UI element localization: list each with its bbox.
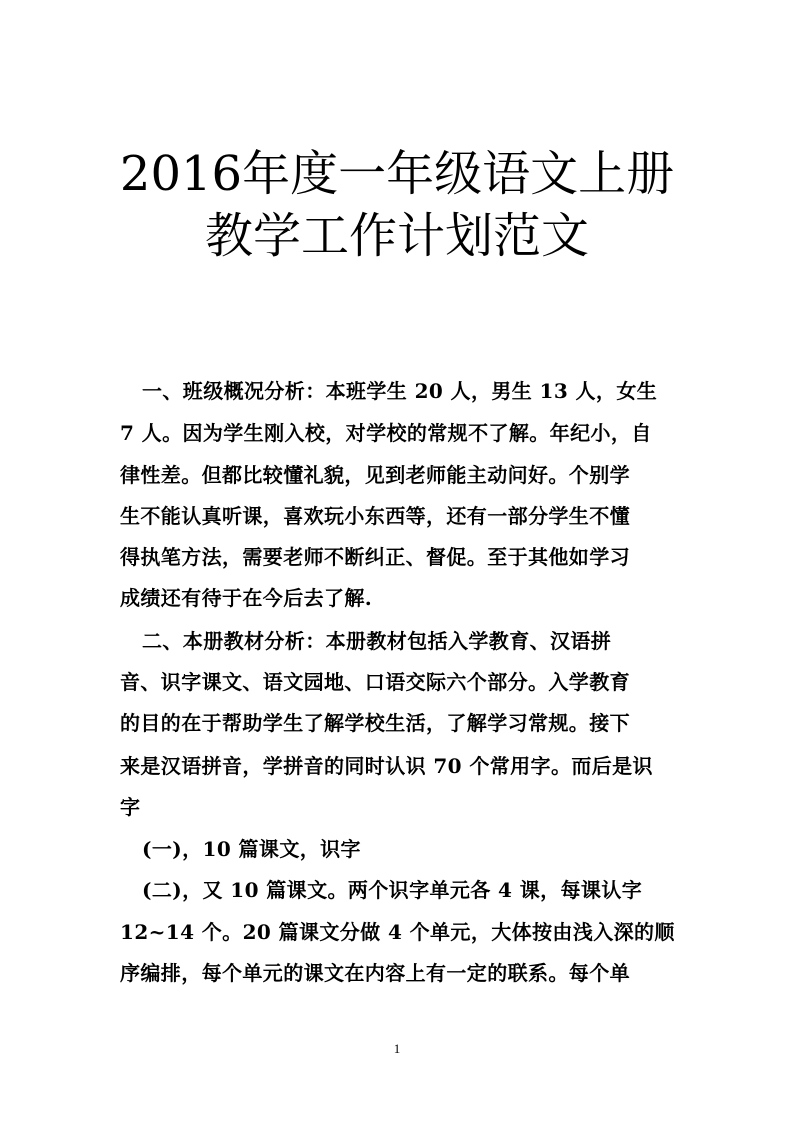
paragraph-line: (二)，又 10 篇课文。两个识字单元各 4 课，每课认字 [142,878,643,902]
paragraph-line: 二、本册教材分析：本册教材包括入学教育、汉语拼 [142,629,612,653]
paragraph-line: 12~14 个。20 篇课文分做 4 个单元，大体按由浅入深的顺 [120,920,675,944]
document-title-line-2: 教学工作计划范文 [204,208,589,264]
paragraph-line: 律性差。但都比较懂礼貌，见到老师能主动问好。个别学 [120,463,630,487]
paragraph-line: 的目的在于帮助学生了解学校生活，了解学习常规。接下 [120,711,630,735]
paragraph-line: (一)，10 篇课文，识字 [142,837,361,861]
paragraph-line: 得执笔方法，需要老师不断纠正、督促。至于其他如学习 [120,545,630,569]
paragraph-line: 来是汉语拼音，学拼音的同时认识 70 个常用字。而后是识 [120,754,653,778]
paragraph-line: 音、识字课文、语文园地、口语交际六个部分。入学教育 [120,670,630,694]
paragraph-line: 生不能认真听课，喜欢玩小东西等，还有一部分学生不懂 [120,504,630,528]
document-title-line-1: 2016年度一年级语文上册 [119,146,675,202]
paragraph-line: 字 [120,795,141,819]
paragraph-line: 一、班级概况分析：本班学生 20 人，男生 13 人，女生 [142,379,658,403]
paragraph-line: 7 人。因为学生刚入校，对学校的常规不了解。年纪小，自 [120,421,652,445]
paragraph-line: 序编排，每个单元的课文在内容上有一定的联系。每个单 [120,961,630,985]
paragraph-line: 成绩还有待于在今后去了解. [120,586,373,610]
page-number: 1 [393,1041,401,1056]
